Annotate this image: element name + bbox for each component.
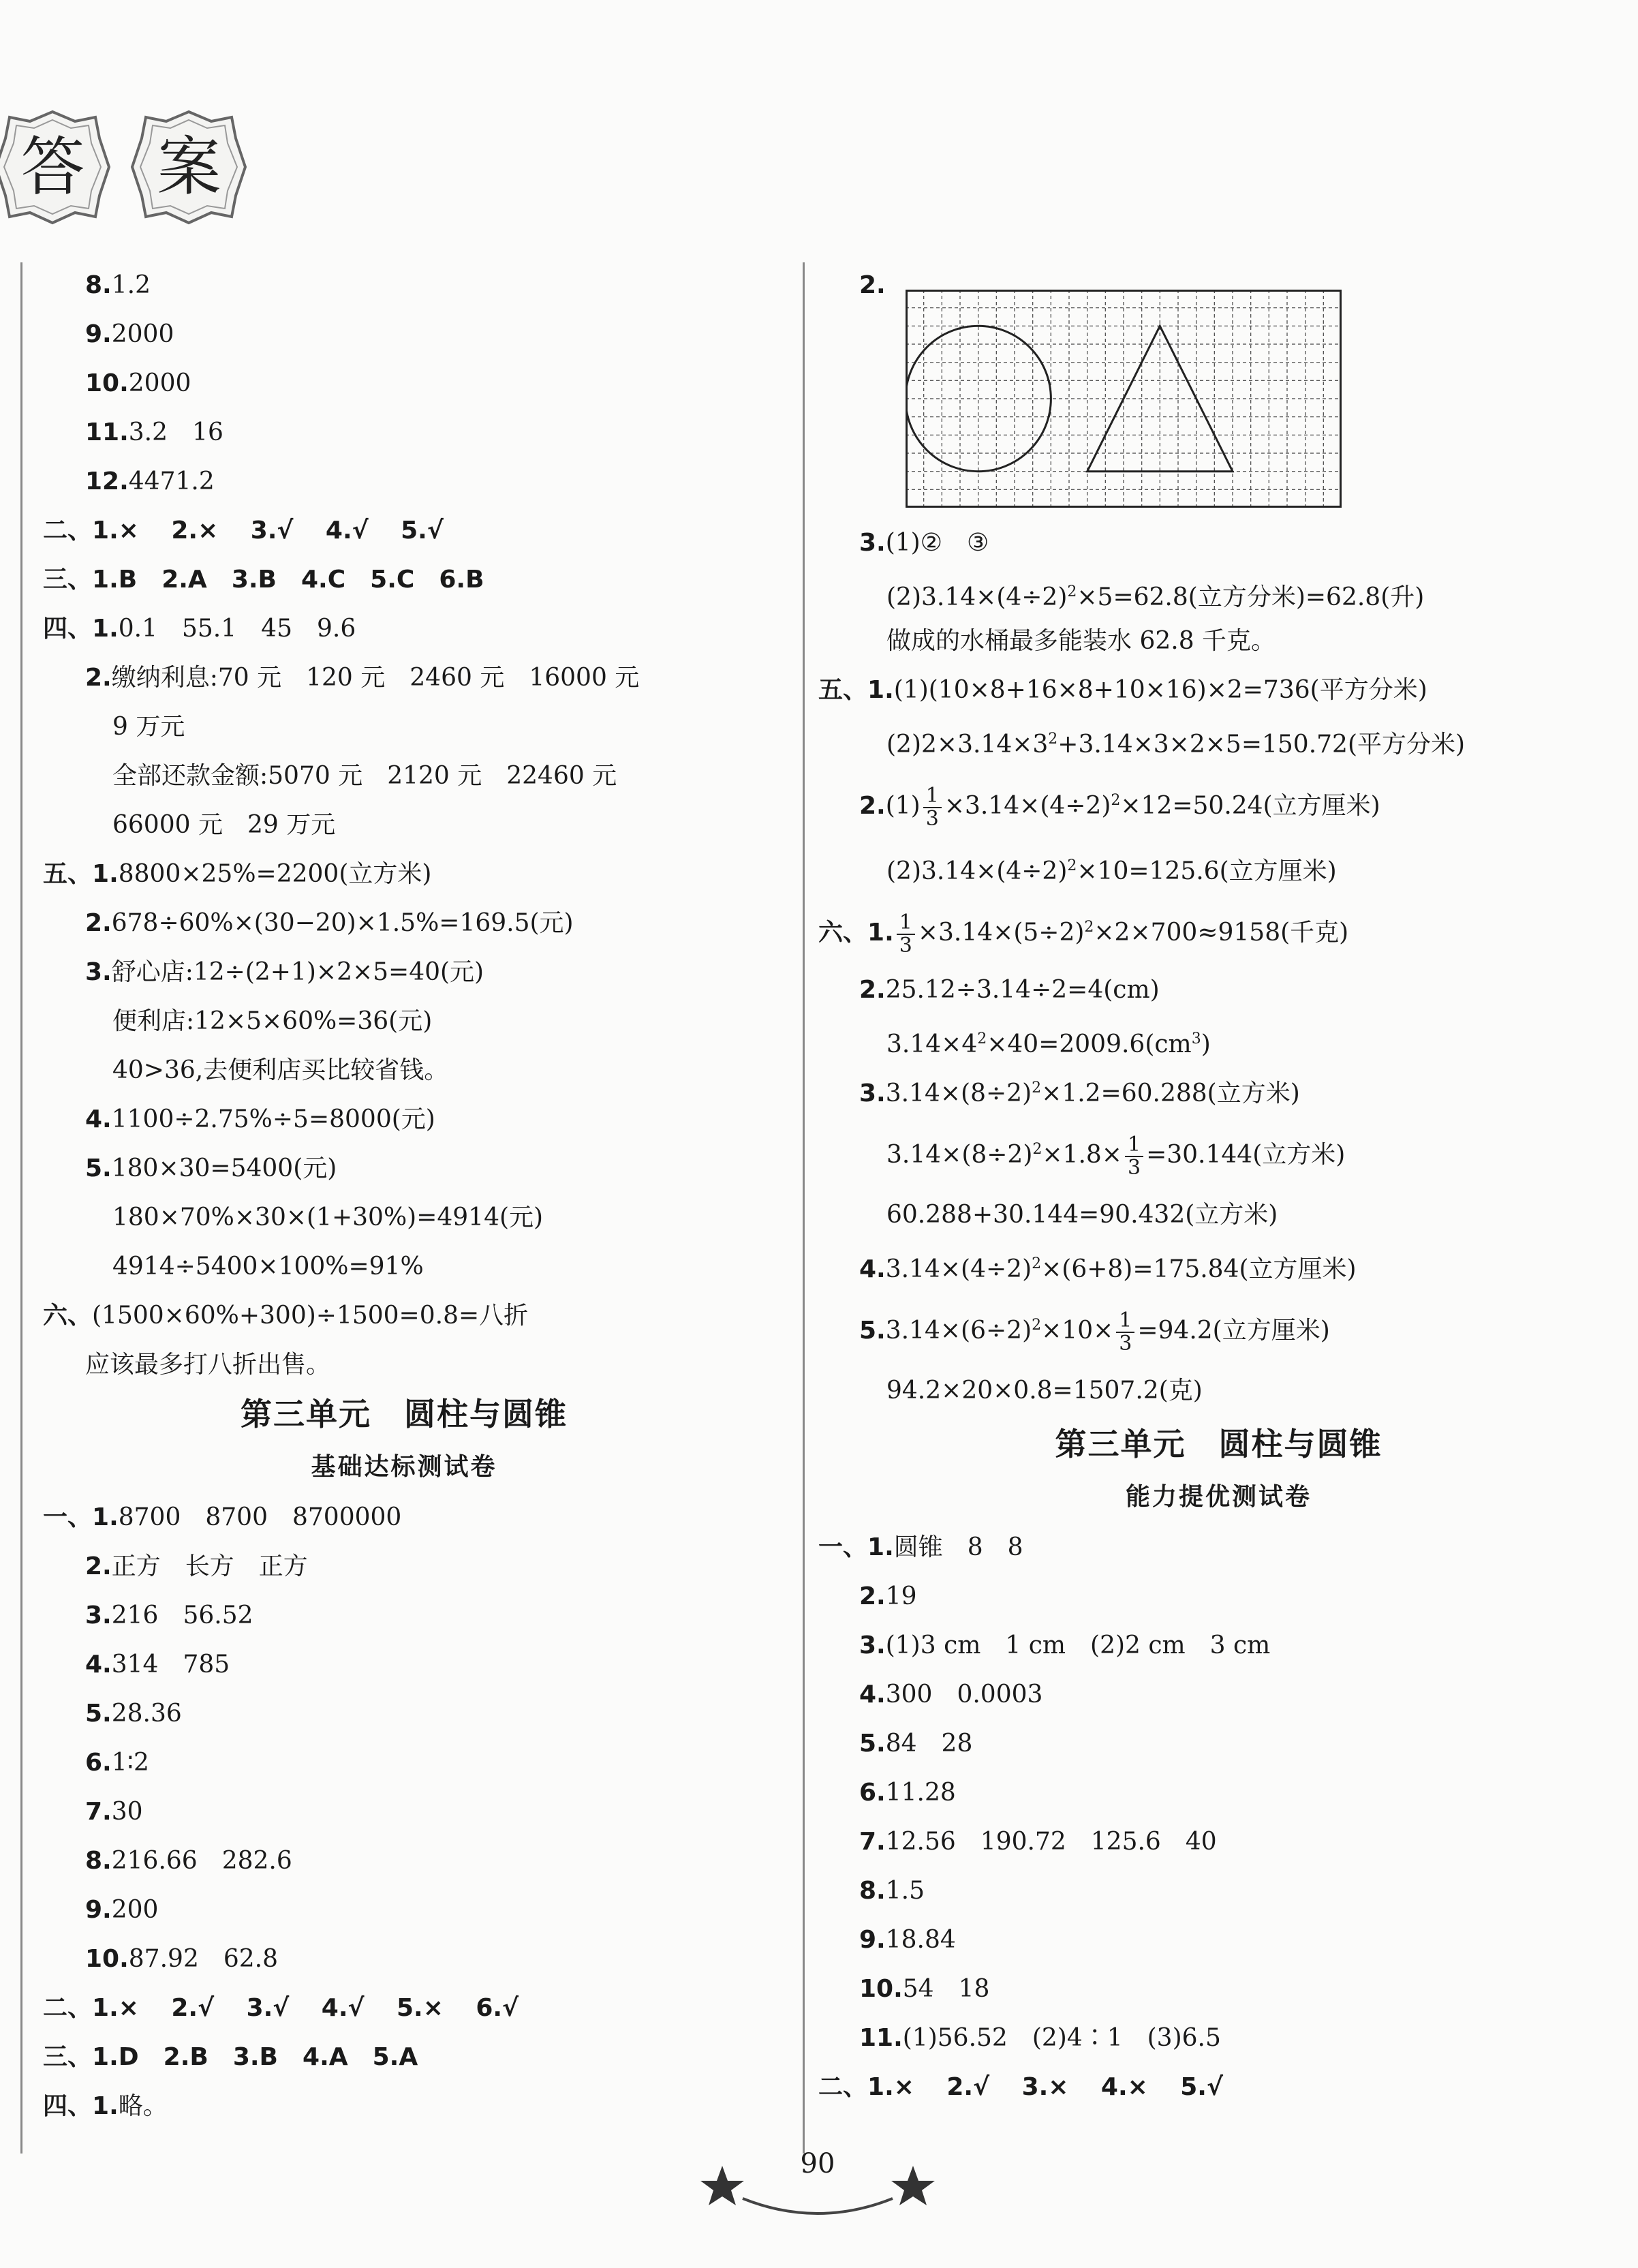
unit-subtitle: 能力提优测试卷 xyxy=(1125,1483,1312,1511)
unit-title: 第三单元 圆柱与圆锥 xyxy=(1055,1426,1382,1462)
answer-line: 12.4471.2 xyxy=(85,468,215,495)
answer-line-part6: 六、(1500×60%+300)÷1500=0.8=八折 xyxy=(43,1302,529,1330)
answer-badge-1 xyxy=(0,108,112,227)
answer-line: 9 万元 xyxy=(112,713,185,741)
answer-line: $4.3.14\times(4\div 2)^2\times(6+8)=175.84$(立方厘米) xyxy=(859,1255,1357,1283)
answer-line: 10.87.92 62.8 xyxy=(85,1945,278,1973)
answer-line: 9.18.84 xyxy=(859,1926,956,1954)
answer-line: $3.3.14\times(8\div 2)^2\times 1.2=60.288$(立方米) xyxy=(859,1079,1300,1107)
answer-line: 4.300 0.0003 xyxy=(859,1681,1043,1708)
answer-line: 2.缴纳利息:70 元 120 元 2460 元 16000 元 xyxy=(85,664,640,692)
answer-line: 180×70%×30×(1+30%)=4914(元) xyxy=(112,1204,544,1231)
answer-line: 4.314 785 xyxy=(85,1651,230,1679)
answer-line-part2: 二、1.× 2.√ 3.√ 4.√ 5.× 6.√ xyxy=(43,1994,519,2022)
answer-line: 4.1100÷2.75%÷5=8000(元) xyxy=(85,1105,435,1133)
question-number: 2. xyxy=(859,271,886,299)
answer-line: 11.(1)56.52 (2)4∶1 (3)6.5 xyxy=(859,2024,1221,2052)
answer-line: 6.1∶2 xyxy=(85,1749,149,1777)
answer-line: 5.28.36 xyxy=(85,1700,182,1728)
unit-title: 第三单元 圆柱与圆锥 xyxy=(241,1396,568,1432)
fraction: $\frac{1}{3}$ xyxy=(897,912,915,957)
answer-line: 3.舒心店:12÷(2+1)×2×5=40(元) xyxy=(85,958,484,986)
fraction: $\frac{1}{3}$ xyxy=(1116,1310,1134,1355)
answer-line: 2.19 xyxy=(859,1582,917,1610)
answer-line-part3: 三、1.D 2.B 3.B 4.A 5.A xyxy=(43,2043,418,2071)
answer-line: 8.1.2 xyxy=(85,271,151,299)
answer-line-part5: 五、1.8800×25%=2200(立方米) xyxy=(43,860,432,888)
answer-line: 7.12.56 190.72 125.6 40 xyxy=(859,1828,1217,1856)
answer-line: 做成的水桶最多能装水 62.8 千克。 xyxy=(886,627,1276,655)
answer-line: $(2)2\times 3.14\times 3^2+3.14\times 3\times 2\times 5=150.72$(平方分米) xyxy=(886,731,1466,758)
answer-line: 8.1.5 xyxy=(859,1877,925,1905)
answer-line: 8.216.66 282.6 xyxy=(85,1847,292,1875)
answer-line: 9.200 xyxy=(85,1896,159,1924)
answer-line-part5: 五、1.(1)(10×8+16×8+10×16)×2=736(平方分米) xyxy=(818,676,1427,704)
answer-line: 66000 元 29 万元 xyxy=(112,811,336,839)
answer-line: 全部还款金额:5070 元 2120 元 22460 元 xyxy=(112,762,617,790)
answer-line: 9.2000 xyxy=(85,320,174,348)
answer-line: 4914÷5400×100%=91% xyxy=(112,1253,424,1281)
page-number: 90 xyxy=(800,2148,835,2179)
answer-line: 5.180×30=5400(元) xyxy=(85,1154,337,1182)
answer-line: 6.11.28 xyxy=(859,1779,956,1807)
answer-char-1: 答 xyxy=(20,130,85,204)
answer-line: 2.678÷60%×(30−20)×1.5%=169.5(元) xyxy=(85,909,574,937)
answer-line-part4: 四、1.略。 xyxy=(43,2092,168,2120)
answer-badge-2 xyxy=(129,108,249,227)
answer-line: $(2)3.14\times(4\div 2)^2\times 10=125.6$(立方厘米) xyxy=(886,857,1337,885)
answer-line-part6: 六、1. $\frac{1}{3}$ $\times 3.14\times(5\div 2)^2\times 2\times 700\approx 9158$(千克) xyxy=(818,910,1349,957)
answer-line: 便利店:12×5×60%=36(元) xyxy=(112,1007,433,1035)
unit-subtitle: 基础达标测试卷 xyxy=(311,1453,497,1481)
answer-line: $3.14\times 4^2\times 40=2009.6(cm^3)$ xyxy=(886,1030,1211,1058)
answer-line: 3.(1)3 cm 1 cm (2)2 cm 3 cm xyxy=(859,1631,1271,1659)
answer-line: 11.3.2 16 xyxy=(85,418,223,446)
right-column xyxy=(803,262,1633,2154)
answer-line-part3: 三、1.B 2.A 3.B 4.C 5.C 6.B xyxy=(43,566,484,594)
page-footer xyxy=(681,2140,954,2235)
answer-line-part2: 二、1.× 2.√ 3.× 4.× 5.√ xyxy=(818,2073,1223,2101)
fraction: $\frac{1}{3}$ xyxy=(1125,1134,1143,1179)
answer-header xyxy=(0,95,273,245)
answer-line: 10.54 18 xyxy=(859,1975,990,2003)
answer-line: $(2)3.14\times(4\div 2)^2\times 5=62.8$(立方分米)=62.8(升) xyxy=(886,583,1425,611)
answer-line: 2.25.12÷3.14÷2=4(cm) xyxy=(859,976,1160,1004)
answer-line: 2.正方 长方 正方 xyxy=(85,1552,308,1580)
answer-line: $5.3.14\times(6\div 2)^2\times 10\times$ $\frac{1}{3}$ =94.2(立方厘米) xyxy=(859,1308,1330,1355)
star-icon xyxy=(700,2166,744,2205)
answer-char-2: 案 xyxy=(157,130,221,204)
answer-line: 2.(1) $\frac{1}{3}$ $\times 3.14\times(4\div 2)^2\times 12=50.24$(立方厘米) xyxy=(859,784,1380,831)
grid-figure xyxy=(906,290,1342,508)
answer-line-part1: 一、1.8700 8700 8700000 xyxy=(43,1503,402,1531)
left-column xyxy=(20,262,786,2154)
answer-line-part4: 四、1.0.1 55.1 45 9.6 xyxy=(43,615,356,643)
answer-line: 5.84 28 xyxy=(859,1730,973,1758)
star-icon xyxy=(891,2166,935,2205)
answer-line: 60.288+30.144=90.432(立方米) xyxy=(886,1201,1278,1229)
answer-line: 3.216 56.52 xyxy=(85,1602,253,1629)
answer-line: 3.(1)② ③ xyxy=(859,529,989,557)
fraction: $\frac{1}{3}$ xyxy=(923,785,942,830)
footer-ornament xyxy=(681,2140,954,2235)
answer-line-part1: 一、1.圆锥 8 8 xyxy=(818,1533,1023,1561)
answer-line: $3.14\times(8\div 2)^2\times 1.8\times$ $\frac{1}{3}$ =30.144(立方米) xyxy=(886,1133,1346,1180)
answer-line: 40>36,去便利店买比较省钱。 xyxy=(112,1056,449,1084)
answer-line: 应该最多打八折出售。 xyxy=(85,1351,331,1379)
answer-line: 94.2×20×0.8=1507.2(克) xyxy=(886,1377,1203,1405)
answer-line: 7.30 xyxy=(85,1798,143,1826)
answer-line: 10.2000 xyxy=(85,369,191,397)
answer-line-part2: 二、1.× 2.× 3.√ 4.√ 5.√ xyxy=(43,517,444,545)
